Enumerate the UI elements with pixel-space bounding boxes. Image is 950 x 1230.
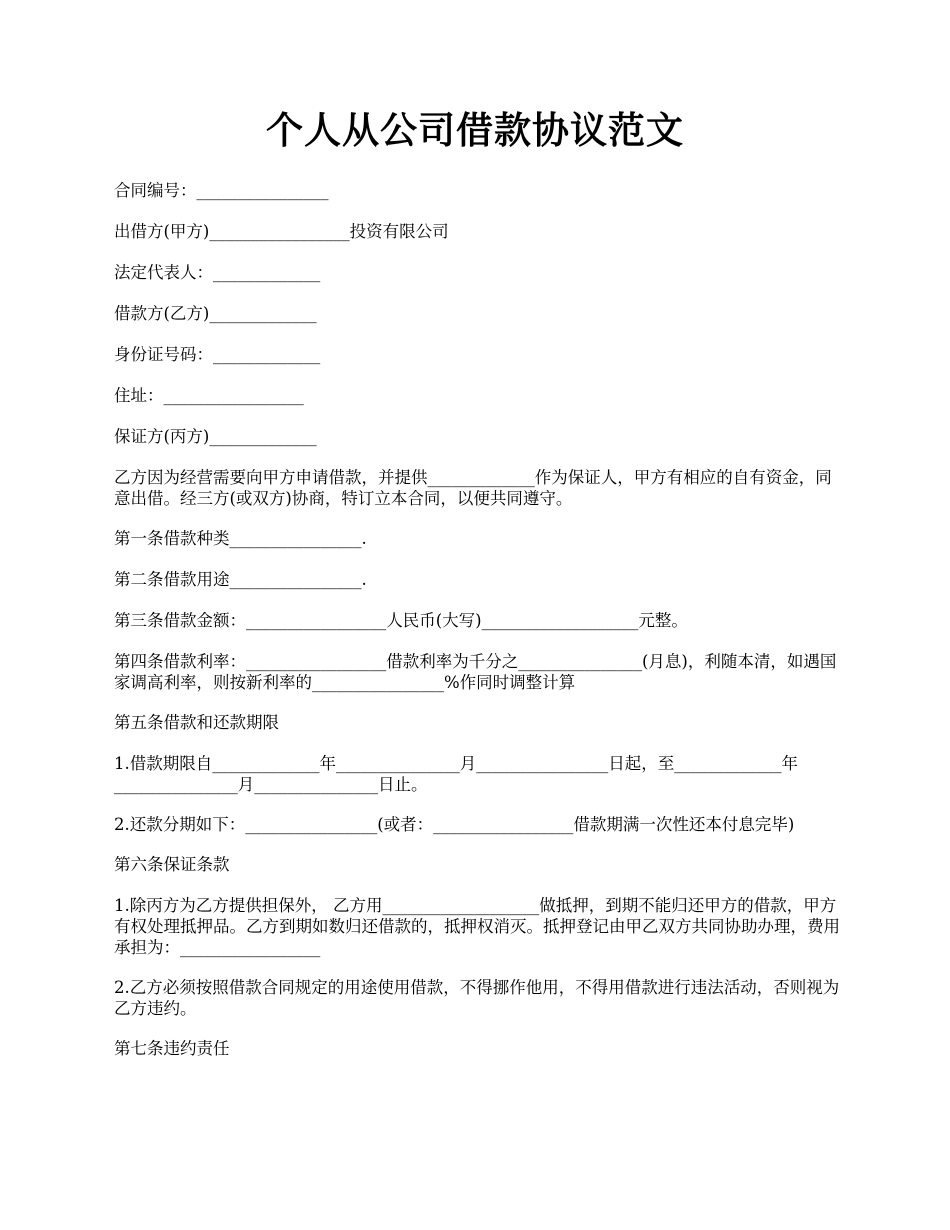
contract-number: 合同编号：________________ (114, 181, 329, 200)
article-6-clause-1: 1.除丙方为乙方提供担保外， 乙方用___________________做抵押，到期不能归还甲方的借款，甲方有权处理抵押品。乙方到期如数归还借款的，抵押权消灭。抵押登记由甲乙双方共同协助办理，费用承担为：_________________ (114, 896, 840, 957)
legal-representative: 法定代表人：_____________ (114, 263, 321, 282)
document-body (114, 180, 842, 1079)
article-6-heading: 第六条保证条款 (114, 855, 230, 874)
article-5-clause-2: 2.还款分期如下：________________(或者：_________________借款期满一次性还本付息完毕) (114, 815, 795, 834)
document-title: 个人从公司借款协议范文 (266, 108, 684, 152)
article-2-loan-purpose: 第二条借款用途________________. (114, 570, 367, 589)
preamble-paragraph: 乙方因为经营需要向甲方申请借款，并提供_____________作为保证人，甲方有相应的自有资金，同意出借。经三方(或双方)协商，特订立本合同，以便共同遵守。 (114, 468, 832, 508)
article-5-clause-1: 1.借款期限自_____________年_______________月________________日起，至_____________年_______________月_______________日止。 (114, 754, 798, 794)
article-4-interest-rate: 第四条借款利率：_________________借款利率为千分之_______________(月息)，利随本清，如遇国家调高利率，则按新利率的________________%作同时调整计算 (114, 652, 837, 692)
article-5-heading: 第五条借款和还款期限 (114, 713, 279, 732)
article-3-loan-amount: 第三条借款金额：_________________人民币(大写)___________________元整。 (114, 611, 688, 630)
article-6-clause-2: 2.乙方必须按照借款合同规定的用途使用借款，不得挪作他用，不得用借款进行违法活动，否则视为乙方违约。 (114, 978, 840, 1018)
id-number: 身份证号码：_____________ (114, 345, 321, 364)
lender-party: 出借方(甲方)_________________投资有限公司 (114, 222, 449, 241)
article-7-heading: 第七条违约责任 (114, 1039, 230, 1058)
address: 住址：_________________ (114, 386, 304, 405)
article-1-loan-type: 第一条借款种类________________. (114, 529, 367, 548)
guarantor-party: 保证方(丙方)_____________ (114, 427, 317, 446)
borrower-party: 借款方(乙方)_____________ (114, 304, 317, 323)
